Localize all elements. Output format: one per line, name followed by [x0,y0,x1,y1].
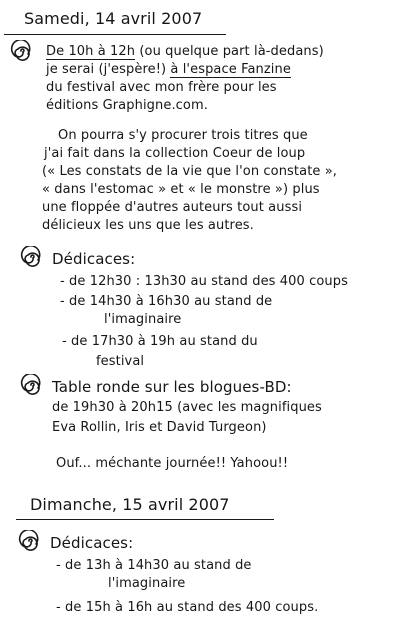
day1-b1-line2 [46,62,291,78]
day1-dedicace-item-3-cont: festival [96,354,145,369]
day1-heading: Samedi, 14 avril 2007 [24,9,203,28]
day2-dedicaces-title: Dédicaces: [50,534,134,552]
spiral-bullet-icon [20,374,42,396]
day1-dedicace-item-3: - de 17h30 à 19h au stand du [62,334,258,349]
day1-dedicaces-title: Dédicaces: [52,250,136,268]
day2-dedicace-item-1: - de 13h à 14h30 au stand de [56,558,252,573]
day1-closing-exclamation: Ouf... méchante journée!! Yahoou!! [56,456,289,471]
spiral-bullet-icon [10,40,32,62]
day1-b1-para5: une floppée d'autres auteurs tout aussi [42,200,303,215]
day2-heading: Dimanche, 15 avril 2007 [30,495,230,514]
spiral-bullet-icon [20,246,42,268]
day1-b1-para6: délicieux les uns que les autres. [42,218,254,233]
day1-dedicace-item-2-cont: l'imaginaire [104,312,182,327]
day1-b1-line4: éditions Graphigne.com. [46,98,208,113]
day1-b1-para1: On pourra s'y procurer trois titres que [58,128,308,143]
day1-table-ronde-title: Table ronde sur les blogues-BD: [52,378,292,396]
day1-heading-underline [4,34,226,35]
day1-dedicace-item-2: - de 14h30 à 16h30 au stand de [60,294,273,309]
day1-b1-para4: « dans l'estomac » et « le monstre ») plus [42,182,320,197]
day1-b1-para3: (« Les constats de la vie que l'on constate », [42,164,338,179]
venue-text: à l'espace Fanzine [170,62,291,77]
spiral-bullet-icon [18,530,40,552]
day1-table-ronde-line1: de 19h30 à 20h15 (avec les magnifiques [52,400,322,415]
day2-heading-underline [16,519,274,520]
time-aside-text: (ou quelque part là-dedans) [139,44,324,59]
time-slot-text: De 10h à 12h [46,44,136,59]
day1-table-ronde-line2: Eva Rollin, Iris et David Turgeon) [52,420,267,435]
day2-dedicace-item-2: - de 15h à 16h au stand des 400 coups. [56,600,319,615]
day1-dedicace-item-1: - de 12h30 : 13h30 au stand des 400 coups [60,274,348,289]
presence-text: je serai (j'espère!) [46,62,167,77]
day1-b1-para2: j'ai fait dans la collection Coeur de loup [44,146,306,161]
day1-b1-line3: du festival avec mon frère pour les [46,80,277,95]
day1-b1-line1 [46,44,324,60]
day2-dedicace-item-1-cont: l'imaginaire [108,576,186,591]
